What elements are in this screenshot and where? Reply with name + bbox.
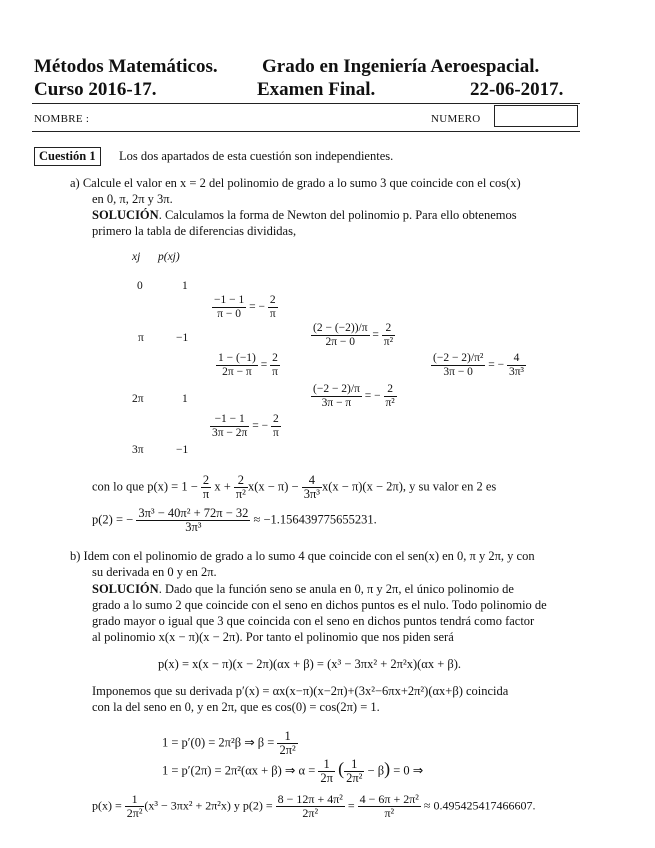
degree-title: Grado en Ingeniería Aeroespacial. — [262, 56, 540, 77]
solution-label: SOLUCIÓN — [92, 582, 159, 596]
impose-line: Imponemos que su derivada p′(x) = αx(x−π)(x−2π)+(3x²−6πx+2π²)(αx+β) coincida — [92, 684, 509, 698]
question-intro: Los dos apartados de esta cuestión son independientes. — [119, 149, 394, 163]
exam-title: Examen Final. — [257, 79, 376, 100]
course-year: Curso 2016-17. — [34, 79, 157, 100]
exam-date: 22-06-2017. — [470, 79, 564, 100]
p-value: 1 — [182, 393, 188, 405]
x-value: 2π — [132, 393, 144, 405]
table-header-x: xj — [132, 251, 141, 263]
part-b-solution: SOLUCIÓN. Dado que la función seno se anula en 0, π y 2π, el único polinomio de — [92, 582, 514, 596]
header-rule-bottom — [32, 131, 580, 132]
number-field[interactable] — [494, 105, 578, 127]
second-diff: $\frac{(-2 - 2)/\pi}{3\pi - \pi}$ = − $\frac{2}{\text{π²}}$ — [313, 383, 395, 409]
formula-p: p(x) = x(x − π)(x − 2π)(αx + β) = (x³ − 3πx² + 2π²x)(αx + β). — [158, 657, 462, 671]
number-label: NUMERO — [431, 113, 481, 125]
header-rule-top — [32, 103, 580, 104]
part-a-conclusion: con lo que p(x) = 1 − $\frac{2}{\pi}$ x + $\frac{2}{\text{π²}}$ x(x − π) − $\frac{4}{\text{3π³}}$ x(x − π)(x − 2π), y su valor en 2 es — [92, 473, 497, 501]
first-diff: $\frac{-1 - 1}{3\pi - 2\pi}$ = − $\frac{2}{\pi}$ — [212, 413, 279, 439]
part-a-solution-cont: primero la tabla de diferencias divididas, — [92, 224, 297, 238]
first-diff: $\frac{-1 - 1}{\pi - 0}$ = − $\frac{2}{\pi}$ — [214, 294, 276, 320]
table-header-p: p(xj) — [158, 251, 180, 263]
part-b-solution-line: grado a lo sumo 2 que coincide con el seno en dichos puntos es el nulo. Todo polinomio de — [92, 598, 547, 612]
part-a-result: p(2) = − $\frac{\text{3π³ − 40π² + 72π − 32}}{\text{3π³}}$ ≈ −1.156439775655231. — [92, 506, 377, 534]
part-b-statement: b) Idem con el polinomio de grado a lo sumo 4 que coincide con el sen(x) en 0, π y 2π, y con — [70, 549, 535, 563]
impose-line: con la del seno en 0, y en 2π, que es cos(0) = cos(2π) = 1. — [92, 700, 380, 714]
equation-beta: 1 = p′(0) = 2π²β ⇒ β = $\frac{1}{\text{2π²}}$ — [162, 729, 296, 757]
p-value: 1 — [182, 280, 188, 292]
part-a-statement: a) Calcule el valor en x = 2 del polinomio de grado a lo sumo 3 que coincide con el cos(x) — [70, 176, 521, 190]
final-result: p(x) = $\frac{1}{\text{2π²}}$ (x³ − 3πx² + 2π²x) y p(2) = $\frac{\text{8 − 12π + 4π²}}{\text{2π²}}$ = $\frac{\text{4 − 6π + 2π²}}{\text{π²}}$ ≈ 0.495425417466607. — [92, 792, 536, 820]
solution-label: SOLUCIÓN — [92, 208, 159, 222]
p-value: −1 — [176, 444, 189, 456]
part-a-statement-cont: en 0, π, 2π y 3π. — [92, 192, 173, 206]
question-label: Cuestión 1 — [34, 147, 101, 166]
third-diff: $\frac{\text{(−2 − 2)/π²}}{3\pi - 0}$ = − $\frac{4}{\text{3π³}}$ — [433, 352, 524, 378]
part-b-statement-cont: su derivada en 0 y en 2π. — [92, 565, 217, 579]
x-value: 3π — [132, 444, 144, 456]
part-a-solution: SOLUCIÓN. Calculamos la forma de Newton del polinomio p. Para ello obtenemos — [92, 208, 517, 222]
name-label: NOMBRE : — [34, 113, 90, 125]
part-b-solution-line: al polinomio x(x − π)(x − 2π). Por tanto el polinomio que nos piden será — [92, 630, 454, 644]
p-value: −1 — [176, 332, 189, 344]
first-diff: $\frac{1 - (-1)}{2\pi - \pi}$ = $\frac{2}{\pi}$ — [218, 352, 278, 378]
part-b-solution-line: grado mayor o igual que 3 que coincida con el seno en dichos puntos tendrá como factor — [92, 614, 535, 628]
course-title: Métodos Matemáticos. — [34, 56, 218, 77]
x-value: π — [138, 332, 144, 344]
second-diff: $\frac{(2 - (-2))/\pi}{2\pi - 0}$ = $\frac{2}{\text{π²}}$ — [313, 322, 394, 348]
x-value: 0 — [137, 280, 143, 292]
equation-alpha: 1 = p′(2π) = 2π²(αx + β) ⇒ α = $\frac{1}{2\pi}$ ( $\frac{1}{\text{2π²}}$ − β) = 0 ⇒ — [162, 757, 424, 785]
